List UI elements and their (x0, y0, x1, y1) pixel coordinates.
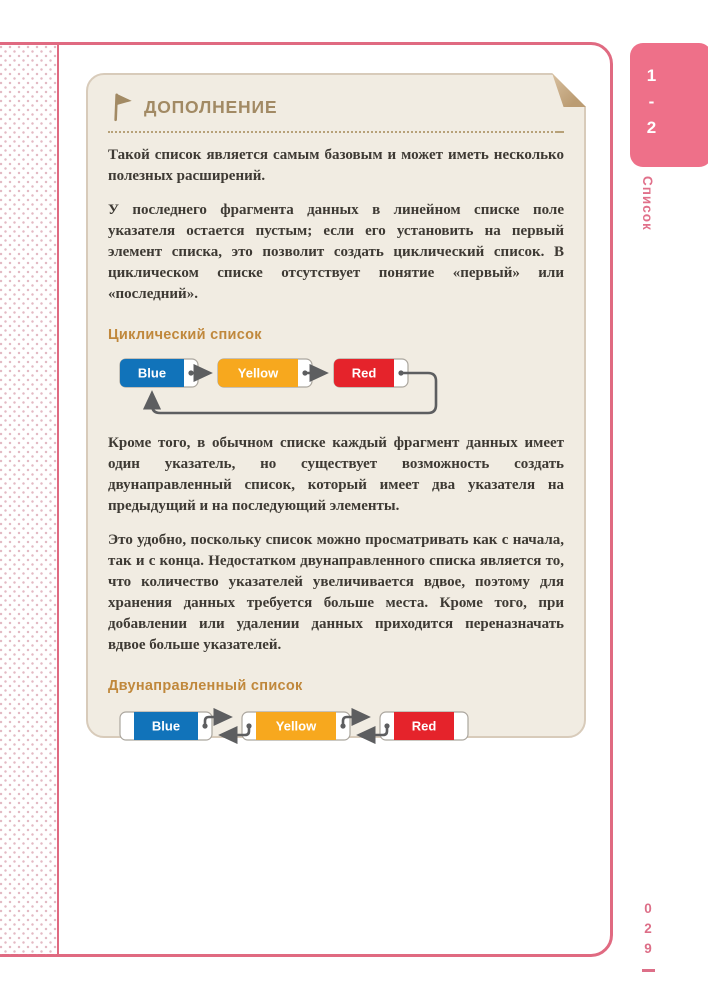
node-yellow (218, 359, 312, 387)
node-label: Yellow (237, 365, 279, 381)
node-label: Yellow (275, 718, 317, 734)
dotted-divider (108, 131, 564, 133)
section-side-label: Список (640, 176, 655, 231)
node-label: Red (351, 365, 377, 381)
supplement-paragraph: Кроме того, в обычном списке каждый фрагмент данных имеет один указатель, но существует возможность создать двунаправленный список, который имеет два указателя на предыдущий и на последующий элементы. (108, 435, 564, 514)
node-label: Blue (151, 718, 181, 734)
doubly-list-diagram (108, 704, 568, 748)
page-number (639, 901, 657, 972)
node-red (334, 359, 408, 387)
supplement-paragraph: Это удобно, поскольку список можно просматривать как с начала, так и с конца. Недостатком двунаправленного списка является то, что количество указателей увеличивается вдвое, поэтому для хранения данных требуется больше места. Кроме того, при добавлении или удалении данных приходится переназначать вдвое больше указателей. (108, 532, 564, 653)
node-blue (120, 712, 212, 740)
supplement-header (110, 92, 564, 122)
node-label: Red (411, 718, 437, 734)
supplement-paragraph: У последнего фрагмента данных в линейном списке поле указателя остается пустым; если его установить на первый элемент списка, это позволит создать циклический список. В циклическом списке отсутствует понятие «первый» или «последний». (108, 202, 564, 302)
pennant-flag-icon (110, 92, 133, 122)
dotted-margin-pattern (0, 45, 59, 955)
section-heading-cyclic: Циклический список (108, 327, 262, 343)
chapter-tab (630, 43, 708, 167)
supplement-card (86, 73, 586, 738)
supplement-paragraph: Такой список является самым базовым и может иметь несколько полезных расширений. (108, 147, 564, 184)
node-yellow (242, 712, 350, 740)
node-red (380, 712, 468, 740)
page-number-digits: 029 (640, 901, 656, 961)
supplement-title: ДОПОЛНЕНИЕ (144, 96, 278, 117)
node-label: Blue (137, 365, 167, 381)
cyclic-list-diagram (108, 353, 568, 421)
section-heading-doubly: Двунаправленный список (108, 678, 303, 694)
node-blue (120, 359, 198, 387)
page-number-dash (642, 969, 655, 972)
chapter-tab-label: 1-2 (642, 66, 661, 144)
